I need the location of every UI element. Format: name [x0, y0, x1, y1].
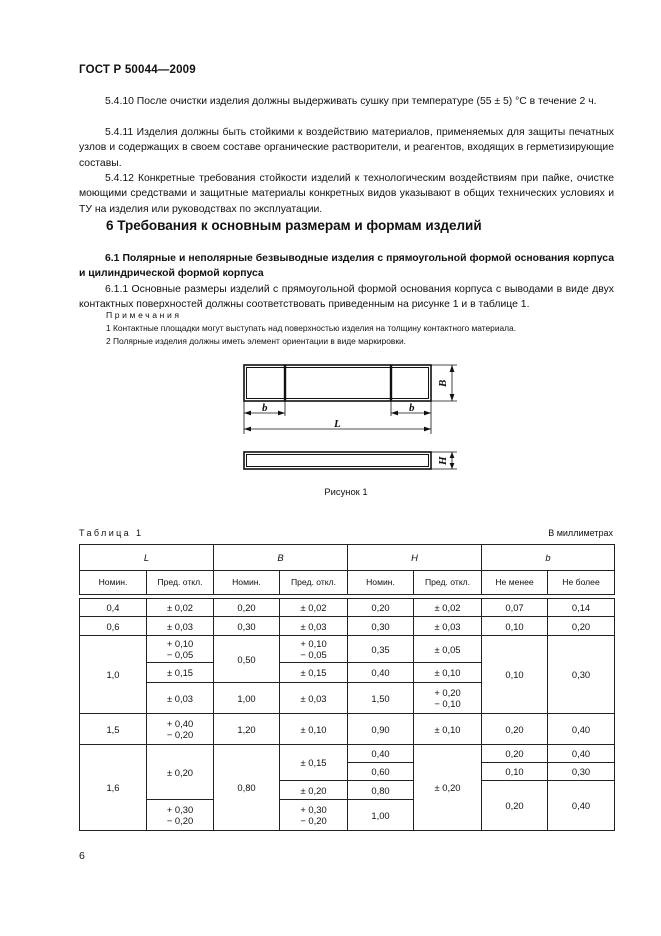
- note-1: 1 Контактные площадки могут выступать над поверхностью изделия на толщину контактного материала.: [106, 323, 517, 333]
- cell: ± 0,20: [414, 745, 482, 831]
- paragraph-text: 6.1.1 Основные размеры изделий с прямоугольной формой основания корпуса с выводами в виде двух контактных поверхностей должны соответствовать приведенным на рисунке 1 и в таблице 1.: [79, 284, 614, 311]
- cell: 0,40: [548, 714, 615, 745]
- cell: + 0,10 − 0,05: [280, 636, 348, 663]
- label-b-left: b: [262, 402, 268, 414]
- cell: 0,40: [348, 745, 414, 763]
- cell: 0,30: [548, 636, 615, 714]
- cell: ± 0,05: [414, 636, 482, 663]
- cell: + 0,20 − 0,10: [414, 683, 482, 714]
- table-row: [80, 745, 615, 763]
- cell: 0,60: [348, 763, 414, 781]
- sub-dev: Пред. откл.: [280, 571, 348, 595]
- cell: ± 0,15: [280, 745, 348, 781]
- subsection-text: 6.1 Полярные и неполярные безвыводные изделия с прямоугольной формой основания корпуса и цилиндрической формой корпуса: [79, 253, 614, 280]
- table-row: [80, 636, 615, 663]
- side-body-inner-outline: [247, 455, 429, 467]
- cell: ± 0,03: [147, 683, 214, 714]
- cell: + 0,40 − 0,20: [147, 714, 214, 745]
- header-L: L: [80, 545, 214, 571]
- cell: ± 0,02: [280, 599, 348, 617]
- header-H: H: [348, 545, 482, 571]
- figure-caption: Рисунок 1: [324, 486, 368, 497]
- cell: ± 0,03: [280, 617, 348, 636]
- body-outline: [244, 365, 431, 401]
- cell: 0,10: [482, 636, 548, 714]
- label-b-right: b: [409, 402, 415, 414]
- cell: ± 0,20: [147, 745, 214, 800]
- table-row: [80, 617, 615, 636]
- label-L: L: [334, 418, 341, 430]
- cell: 0,30: [348, 617, 414, 636]
- sub-dev: Пред. откл.: [414, 571, 482, 595]
- cell: 0,35: [348, 636, 414, 663]
- cell: 0,14: [548, 599, 615, 617]
- header-B: B: [214, 545, 348, 571]
- dimension-arrows: [244, 365, 454, 469]
- cell: ± 0,03: [147, 617, 214, 636]
- cell: 0,20: [348, 599, 414, 617]
- cell: 1,6: [80, 745, 147, 831]
- cell: 0,4: [80, 599, 147, 617]
- cell: ± 0,10: [414, 663, 482, 683]
- cell: ± 0,10: [280, 714, 348, 745]
- cell: 1,5: [80, 714, 147, 745]
- cell: ± 0,15: [147, 663, 214, 683]
- cell: 0,20: [482, 714, 548, 745]
- notes-title: Примечания: [106, 310, 182, 320]
- cell: ± 0,02: [414, 599, 482, 617]
- cell: 0,07: [482, 599, 548, 617]
- cell: 0,40: [348, 663, 414, 683]
- label-B: B: [437, 379, 449, 387]
- cell: 0,80: [348, 781, 414, 800]
- sub-nom: Номин.: [80, 571, 147, 595]
- cell: 0,6: [80, 617, 147, 636]
- cell: 0,20: [482, 745, 548, 763]
- label-H: H: [437, 456, 449, 465]
- cell: 0,20: [548, 617, 615, 636]
- cell: ± 0,10: [414, 714, 482, 745]
- body-inner-outline: [247, 368, 429, 399]
- paragraph-text: 5.4.12 Конкретные требования стойкости изделий к технологическим воздействиям при пайке, очистке моющими средствами и защитные материалы конкретных видов указывают в общих технических условиях и ТУ на изделия или руководствах по эксплуатации.: [79, 173, 614, 215]
- sub-max: Не более: [548, 571, 615, 595]
- component-side-view: [244, 452, 431, 469]
- component-top-view: [244, 365, 431, 401]
- cell: 1,0: [80, 636, 147, 714]
- sub-dev: Пред. откл.: [147, 571, 214, 595]
- cell: 1,50: [348, 683, 414, 714]
- sub-min: Не менее: [482, 571, 548, 595]
- cell: 0,50: [214, 636, 280, 683]
- cell: ± 0,03: [280, 683, 348, 714]
- paragraph-text: 5.4.10 После очистки изделия должны выдерживать сушку при температуре (55 ± 5) °C в течение 2 ч.: [105, 96, 597, 107]
- dimension-lines: [244, 365, 457, 469]
- standard-header: ГОСТ Р 50044—2009: [79, 64, 196, 76]
- cell: 0,30: [548, 763, 615, 781]
- cell: 1,20: [214, 714, 280, 745]
- cell: 0,20: [482, 781, 548, 831]
- cell: 0,90: [348, 714, 414, 745]
- cell: 0,80: [214, 745, 280, 831]
- cell: 1,00: [348, 800, 414, 831]
- sub-nom: Номин.: [348, 571, 414, 595]
- dimensions-table: [79, 544, 615, 831]
- cell: ± 0,03: [414, 617, 482, 636]
- cell: 0,10: [482, 763, 548, 781]
- table-row: [80, 599, 615, 617]
- header-b: b: [482, 545, 615, 571]
- cell: 0,40: [548, 781, 615, 831]
- table-title: Таблица 1: [79, 528, 144, 538]
- cell: 0,10: [482, 617, 548, 636]
- cell: 0,30: [214, 617, 280, 636]
- table-units: В миллиметрах: [548, 528, 613, 538]
- table-row: [80, 714, 615, 745]
- section-6-title: 6 Требования к основным размерам и формам изделий: [106, 218, 482, 233]
- cell: + 0,30 − 0,20: [147, 800, 214, 831]
- cell: 1,00: [214, 683, 280, 714]
- cell: ± 0,15: [280, 663, 348, 683]
- page-number: 6: [79, 850, 85, 862]
- cell: ± 0,20: [280, 781, 348, 800]
- cell: 0,20: [214, 599, 280, 617]
- note-2: 2 Полярные изделия должны иметь элемент ориентации в виде маркировки.: [106, 336, 406, 346]
- cell: 0,40: [548, 745, 615, 763]
- table-subheader-row: [80, 571, 615, 595]
- table-header-row: [80, 545, 615, 571]
- cell: ± 0,02: [147, 599, 214, 617]
- cell: + 0,30 − 0,20: [280, 800, 348, 831]
- cell: + 0,10 − 0,05: [147, 636, 214, 663]
- paragraph-text: 5.4.11 Изделия должны быть стойкими к воздействию материалов, применяемых для защиты печатных узлов и содержащих в своем составе органические растворители, и реагентов, входящих в герметизирующие составы.: [79, 127, 614, 169]
- sub-nom: Номин.: [214, 571, 280, 595]
